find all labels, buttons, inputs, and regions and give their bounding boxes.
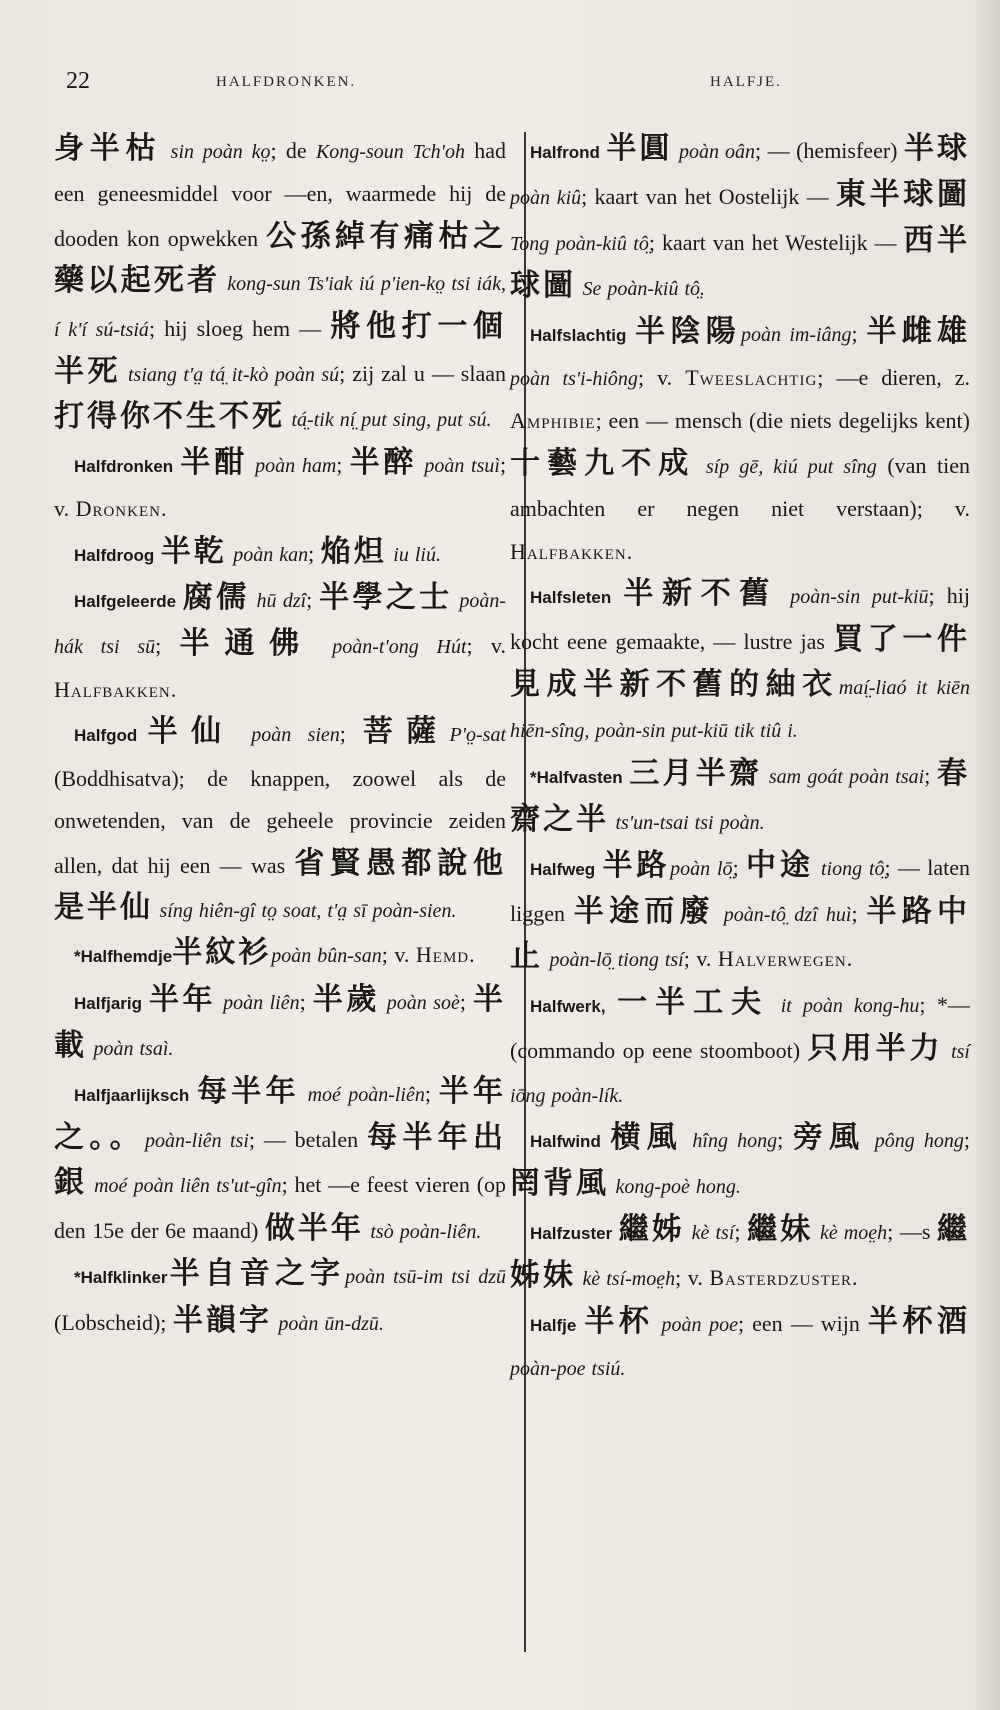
chinese-text: 半杯酒: [867, 1303, 971, 1339]
chinese-text: 身半枯: [54, 131, 162, 166]
romanization: sam goát poàn tsai: [768, 765, 925, 788]
romanization: hū dzî: [256, 590, 307, 613]
chinese-text: 三月半齋: [629, 755, 763, 791]
romanization: poàn im-iâng: [741, 323, 852, 346]
chinese-text: 半酣: [180, 444, 248, 480]
romanization: poàn poe: [661, 1313, 738, 1336]
chinese-text: 半年之。。: [54, 1073, 506, 1155]
chinese-text: 將他打一個半死: [54, 308, 507, 390]
gloss: ;: [851, 900, 867, 926]
gloss: ; v.: [637, 365, 686, 391]
chinese-text: 每半年: [197, 1073, 300, 1109]
romanization: poàn-sin put-kiū: [790, 586, 929, 609]
headword: Halfwerk,: [530, 996, 606, 1016]
headword: Halfje: [530, 1315, 577, 1335]
dictionary-entry: [54, 442, 506, 531]
dictionary-entry: [510, 1301, 970, 1391]
chinese-text: 半杯: [584, 1303, 654, 1339]
dictionary-entry: [54, 979, 506, 1071]
romanization: poàn tsaì.: [93, 1038, 174, 1061]
romanization: maí̤-liaó it kiēn hiēn-sîng, poàn-sin put-kiū tik tiû i.: [510, 676, 971, 743]
gloss: ; v.: [683, 946, 718, 972]
romanization: poàn ts'i-hiông: [510, 368, 638, 391]
romanization: Se poàn-kiû tô̤.: [582, 278, 706, 301]
romanization: kong-poè hong.: [615, 1176, 741, 1199]
romanization: tsiang t'a̤ tá̤ it-kò poàn sú: [127, 364, 340, 387]
romanization: tsò poàn-liên.: [370, 1220, 482, 1243]
romanization: poàn oân: [678, 141, 755, 163]
chinese-text: 半球: [904, 131, 971, 166]
romanization: poàn-tô̤ dzî huì: [723, 903, 852, 926]
chinese-text: 焔炟: [320, 533, 387, 569]
romanization: síng hiên-gî to̤ soat, t'a̤ sī poàn-sien.: [159, 899, 457, 922]
gloss: ;: [924, 762, 938, 788]
chinese-text: 十藝九不成: [510, 445, 696, 481]
running-head-right: HALFJE.: [710, 74, 782, 90]
headword: Halfdronken: [74, 456, 174, 476]
romanization: poàn tsuì: [424, 454, 500, 477]
romanization: poàn-liên tsi: [145, 1129, 249, 1152]
chinese-text: 公孫綽有痛枯之藥以起死者: [54, 218, 506, 299]
gloss: ; zij zal u — slaan: [339, 361, 507, 387]
romanization: poàn ūn-dzū.: [278, 1312, 384, 1335]
chinese-text: 只用半力: [807, 1031, 944, 1067]
gloss: ;: [732, 854, 747, 880]
headword: *Halfhemdje: [74, 947, 173, 967]
gloss: ; —e dieren, z.: [817, 365, 971, 391]
gloss: (Lobscheid);: [54, 1309, 173, 1335]
romanization: Kong-soun Tch'oh: [315, 141, 465, 163]
headword: Halfslachtig: [530, 325, 627, 345]
gloss: had een geneesmiddel voor —en, waarmede hij de dooden kon opwekken: [54, 138, 507, 251]
romanization: poàn tsū-im tsi dzū: [345, 1266, 506, 1289]
romanization: tá̤-tik ní̤ put sing, put sú.: [291, 409, 492, 432]
cross-reference: Halfbakken.: [54, 676, 178, 702]
romanization: kong-sun Ts'iak iú p'ien-ko̤ tsi iák, í k'í sú-tsiá: [54, 273, 506, 341]
romanization: kè tsí-moe̤h: [582, 1268, 676, 1291]
gloss: ;: [336, 451, 350, 477]
headword: Halfwind: [530, 1131, 601, 1151]
headword: Halfgod: [74, 726, 138, 746]
chinese-text: 半通佛: [179, 626, 314, 662]
chinese-text: 半歲: [312, 981, 380, 1017]
running-head-left: HALFDRONKEN.: [216, 74, 357, 90]
headword: Halfgeleerde: [74, 592, 177, 612]
romanization: tiong tô̤: [821, 857, 885, 880]
gloss: ;: [734, 1218, 748, 1244]
chinese-text: 横風: [610, 1119, 683, 1155]
headword: Halfdroog: [74, 545, 155, 565]
dictionary-entry: [54, 711, 506, 932]
chinese-text: 菩薩: [362, 714, 450, 750]
gloss: ;: [299, 988, 313, 1014]
headword: *Halfklinker: [74, 1268, 168, 1288]
romanization: moé poàn liên ts'ut-gîn: [94, 1175, 282, 1198]
headword: Halfrond: [530, 143, 600, 162]
gloss: ; een — wijn: [737, 1310, 868, 1336]
cross-reference: Tweeslachtig: [685, 365, 818, 391]
romanization: ts'un-tsai tsi poàn.: [615, 812, 765, 835]
romanization: poàn ham: [255, 454, 337, 477]
romanization: poàn-t'ong Hút: [332, 636, 467, 659]
romanization: poàn lō̤: [670, 857, 733, 880]
gloss: ; v.: [466, 633, 506, 659]
romanization: P'o̤-sat: [449, 724, 506, 747]
romanization: kè tsí: [691, 1221, 735, 1244]
chinese-text: 繼姊妹: [510, 1211, 971, 1294]
romanization: it poàn kong-hu: [780, 994, 920, 1017]
cross-reference: Basterdzuster.: [709, 1265, 859, 1291]
chinese-text: 一半工夫: [617, 984, 770, 1020]
chinese-text: 做半年: [264, 1210, 364, 1246]
dictionary-entry: [54, 1071, 506, 1254]
gloss: ;: [459, 988, 474, 1014]
chinese-text: 半韻字: [172, 1302, 272, 1338]
dictionary-entry: [510, 128, 970, 311]
dictionary-entry: [54, 531, 506, 577]
chinese-text: 半陰陽: [635, 313, 742, 349]
cross-reference: Dronken.: [75, 496, 168, 522]
gloss: ;: [155, 633, 180, 659]
chinese-text: 半路中止: [510, 893, 971, 975]
chinese-text: 買了一件見成半新不舊的紬衣: [510, 622, 970, 702]
chinese-text: 半新不舊: [623, 576, 779, 612]
chinese-text: 腐儒: [182, 580, 250, 616]
entry-continuation: [54, 128, 506, 442]
chinese-text: 春齋之半: [510, 755, 971, 838]
romanization: poàn-hák tsi sū: [54, 590, 507, 659]
gloss: ;: [306, 587, 320, 613]
headword: Halfweg: [530, 859, 596, 879]
romanization: Tong poàn-kiû tô̤: [510, 232, 649, 255]
chinese-text: 東半球圖: [835, 177, 971, 213]
dictionary-entry: [54, 1253, 506, 1345]
cross-reference: Amphibie: [510, 408, 596, 434]
gloss: ; de: [270, 138, 316, 163]
chinese-text: 旁風: [792, 1119, 866, 1155]
chinese-text: 半途而廢: [573, 893, 715, 929]
page-number: 22: [66, 68, 90, 94]
gloss: (van tien ambachten er negen niet verstaan); v.: [510, 452, 971, 522]
cross-reference: Hemd.: [415, 942, 476, 968]
chinese-text: 半雌雄: [866, 313, 971, 349]
headword: Halfjarig: [74, 993, 143, 1013]
dictionary-entry: [510, 311, 970, 573]
dictionary-entry: [510, 753, 970, 845]
cross-reference: Halverwegen.: [717, 946, 854, 972]
romanization: sin poàn ko̤: [170, 141, 271, 163]
chinese-text: 省賢愚都說他是半仙: [54, 845, 506, 925]
gloss: ;: [424, 1080, 439, 1106]
gloss: ;: [851, 320, 867, 346]
headword: Halfsleten: [530, 588, 612, 608]
chinese-text: 半紋衫: [172, 935, 272, 971]
gloss: ; het —e feest vieren (op den 15e der 6e maand): [54, 1172, 507, 1243]
romanization: síp gē, kiú put sîng: [705, 455, 877, 478]
gloss: ;: [339, 721, 363, 747]
dictionary-entry: [510, 1209, 970, 1301]
chinese-text: 中途: [746, 847, 814, 883]
gloss: ; v.: [675, 1265, 710, 1291]
chinese-text: 半醉: [349, 444, 418, 480]
gloss: ;: [963, 1126, 971, 1152]
romanization: poàn liên: [223, 991, 300, 1014]
headword: Halfzuster: [530, 1223, 613, 1243]
gloss: ; — laten liggen: [510, 854, 971, 926]
gloss: ; — betalen: [248, 1126, 368, 1152]
gloss: ; v.: [54, 451, 507, 522]
romanization: hîng hong: [692, 1129, 778, 1152]
romanization: poàn sien: [251, 724, 340, 747]
chinese-text: 繼姊: [618, 1211, 686, 1247]
chinese-text: 每半年出銀: [54, 1119, 507, 1201]
gloss: ; *— (commando op eene stoomboot): [510, 991, 971, 1064]
dictionary-entry: [510, 573, 970, 753]
chinese-text: 繼妹: [747, 1211, 814, 1247]
romanization: poàn kan: [233, 543, 309, 566]
romanization: moé poàn-liên: [307, 1083, 425, 1106]
dictionary-entry: [54, 577, 506, 711]
headword: Halfjaarlijksch: [74, 1085, 190, 1105]
dictionary-entry: [510, 845, 970, 982]
left-column: [54, 128, 506, 1345]
chinese-text: 半路: [602, 847, 671, 883]
dictionary-entry: [510, 982, 970, 1117]
romanization: kè moe̤h: [819, 1221, 888, 1244]
chinese-text: 半自音之字: [167, 1256, 346, 1292]
romanization: poàn kiû: [510, 187, 582, 210]
gloss: ; kaart van het Westelijk —: [648, 229, 904, 255]
page-edge-shadow: [972, 0, 1000, 1710]
gloss: ; — (hemisfeer): [754, 138, 905, 163]
chinese-text: 罔背風: [510, 1166, 609, 1202]
chinese-text: 半載: [54, 981, 507, 1064]
gloss: ; kaart van het Oostelijk —: [581, 184, 836, 210]
headword: *Halfvasten: [530, 767, 623, 787]
gloss: ; —s: [887, 1218, 938, 1244]
romanization: tsí iōng poàn-lík.: [510, 1041, 970, 1107]
romanization: poàn bûn-san: [271, 945, 382, 968]
cross-reference: Halfbakken.: [510, 538, 634, 564]
romanization: poàn-lō̤ tiong tsí: [549, 949, 684, 972]
dictionary-entry: [54, 932, 506, 978]
romanization: pông hong: [874, 1129, 964, 1152]
gloss: ;: [777, 1126, 793, 1152]
chinese-text: 打得你不生不死: [54, 399, 285, 435]
chinese-text: 西半球圖: [510, 222, 971, 304]
chinese-text: 半學之士: [319, 580, 453, 616]
romanization: iu liú.: [393, 543, 441, 566]
romanization: poàn-poe tsiú.: [510, 1357, 626, 1380]
gloss: ; v.: [381, 942, 416, 968]
chinese-text: 半年: [149, 981, 217, 1017]
gloss: ; een — mensch (die niets degelijks kent): [595, 408, 970, 434]
chinese-text: 半圓: [606, 131, 673, 166]
romanization: poàn soè: [386, 991, 460, 1014]
gloss: (Boddhisatva); de knappen, zoowel als de onwetenden, van de geheele provincie zeiden allen, dat hij een — was: [54, 765, 506, 878]
right-column: [510, 128, 970, 1390]
chinese-text: 半乾: [160, 533, 227, 569]
gloss: ; hij kocht eene gemaakte, — lustre jas: [510, 583, 970, 655]
gloss: ; hij sloeg hem —: [148, 315, 331, 341]
gloss: ;: [308, 540, 321, 566]
chinese-text: 半仙: [137, 714, 235, 750]
dictionary-entry: [510, 1117, 970, 1209]
